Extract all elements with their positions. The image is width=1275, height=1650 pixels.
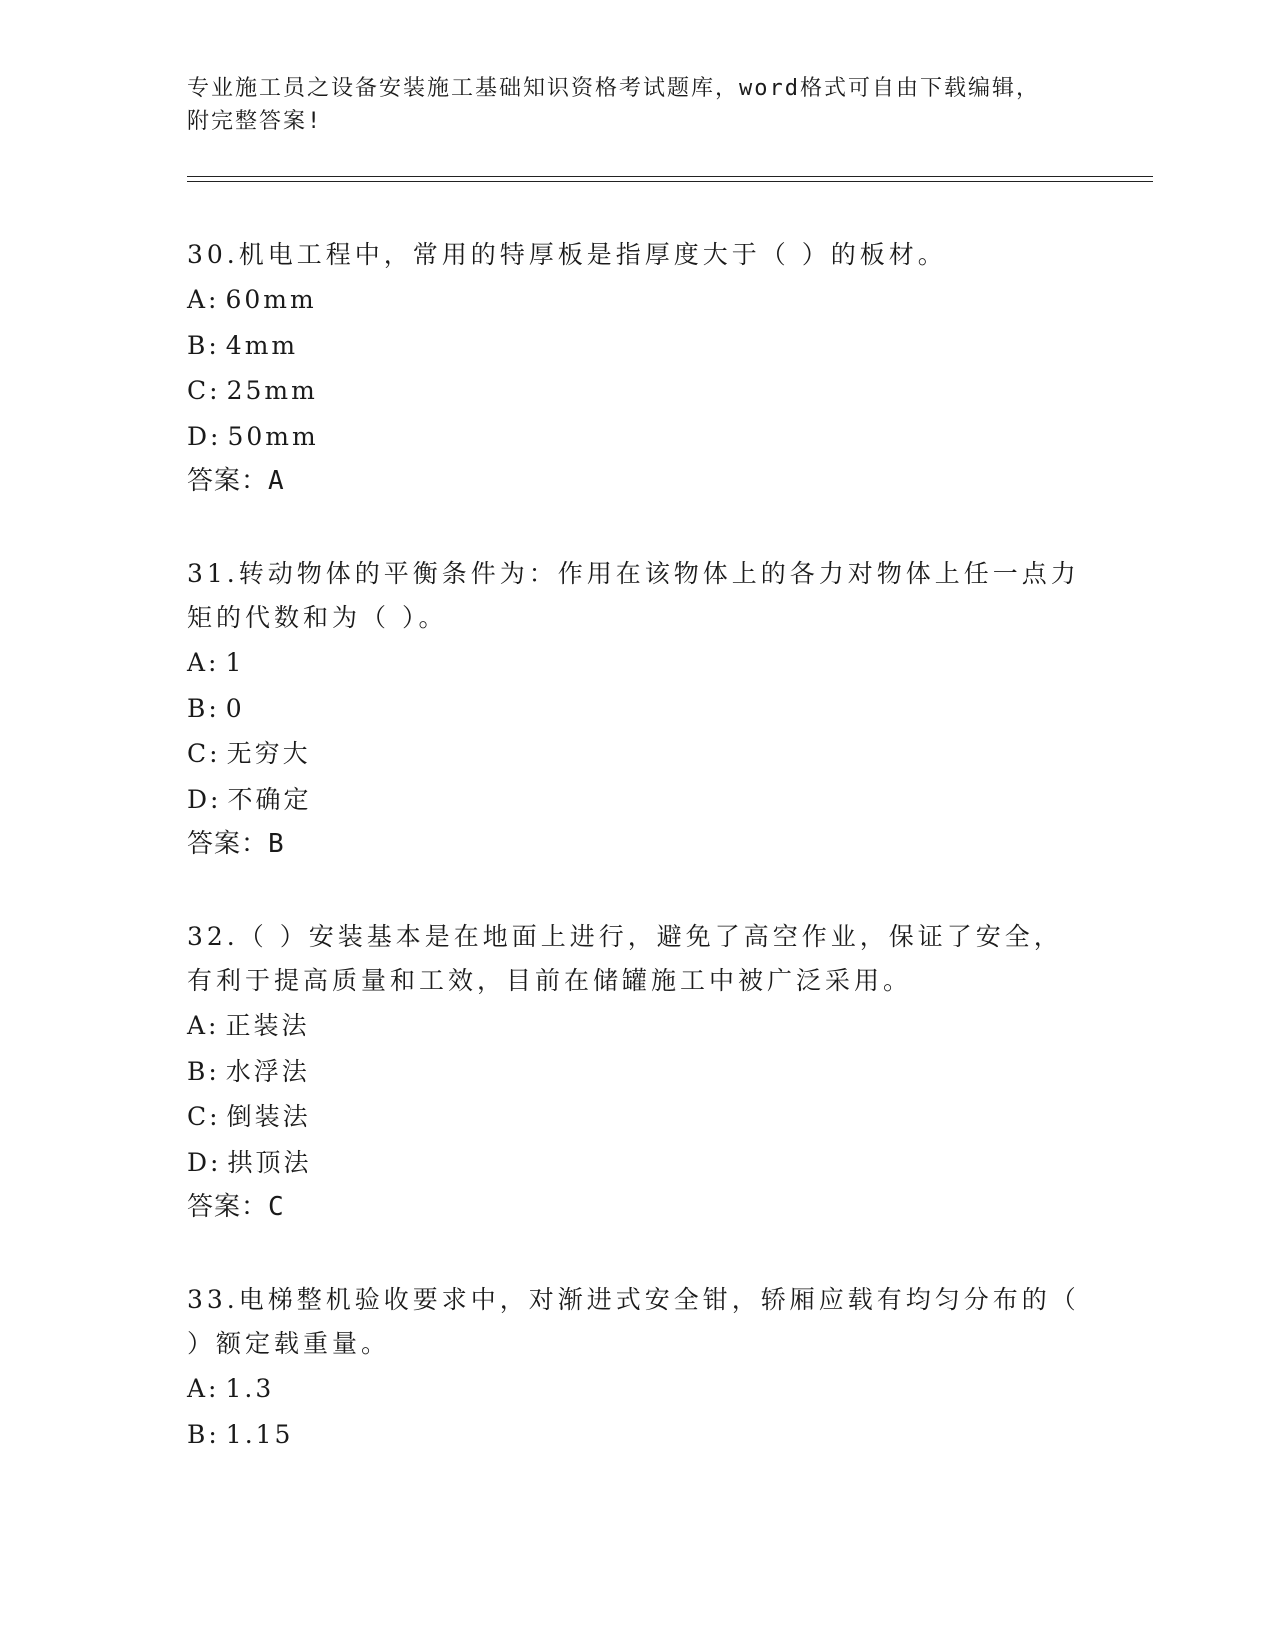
question-text: 32.（ ）安装基本是在地面上进行，避免了高空作业，保证了安全， (187, 922, 1063, 951)
option-a (187, 277, 1087, 323)
question-text: 30.机电工程中，常用的特厚板是指厚度大于（ ）的板材。 (187, 240, 947, 269)
option-text: 正装法 (225, 1011, 310, 1040)
option-c (187, 368, 1087, 414)
option-text: 1.15 (225, 1419, 294, 1449)
option-label: D: (187, 1147, 222, 1177)
option-label: C: (187, 739, 221, 768)
option-a (187, 1366, 1087, 1412)
option-label: C: (187, 376, 221, 405)
question-31 (187, 552, 1087, 866)
answer-line: 答案：A (187, 466, 285, 496)
answer-line: 答案：C (187, 1192, 285, 1222)
option-b (187, 686, 1087, 732)
option-label: A: (187, 1011, 220, 1040)
option-text: 拱顶法 (227, 1147, 312, 1177)
option-text: 不确定 (227, 784, 312, 814)
option-d (187, 414, 1087, 460)
option-text: 水浮法 (225, 1056, 310, 1086)
option-d (187, 1140, 1087, 1186)
option-a (187, 1003, 1087, 1049)
option-label: B: (187, 330, 220, 360)
option-c (187, 1094, 1087, 1140)
option-label: B: (187, 1056, 220, 1086)
option-text: 4mm (225, 330, 299, 360)
option-label: C: (187, 1102, 221, 1131)
option-text: 无穷大 (226, 739, 311, 768)
header-line-2: 附完整答案! (187, 109, 323, 134)
option-label: D: (187, 421, 222, 451)
option-text: 1.3 (225, 1374, 275, 1403)
option-text: 60mm (225, 285, 317, 314)
header-divider-bottom (187, 181, 1153, 182)
option-label: A: (187, 285, 220, 314)
question-text: 33.电梯整机验收要求中，对渐进式安全钳，轿厢应载有均匀分布的（ (187, 1285, 1080, 1314)
option-b (187, 323, 1087, 369)
question-text: 31.转动物体的平衡条件为：作用在该物体上的各力对物体上任一点力 (187, 559, 1080, 588)
question-32 (187, 915, 1087, 1229)
option-b (187, 1049, 1087, 1095)
option-text: 25mm (226, 376, 318, 405)
question-text: 矩的代数和为（ ）。 (187, 603, 448, 632)
question-text: 有利于提高质量和工效，目前在储罐施工中被广泛采用。 (187, 966, 913, 995)
option-label: A: (187, 1374, 220, 1403)
option-text: 50mm (227, 421, 319, 451)
option-label: B: (187, 693, 220, 723)
option-c (187, 731, 1087, 777)
question-list (187, 233, 1087, 1506)
option-label: D: (187, 784, 222, 814)
question-33 (187, 1278, 1087, 1457)
answer-line: 答案：B (187, 829, 285, 859)
question-text: ）额定载重量。 (187, 1329, 391, 1358)
option-label: B: (187, 1419, 220, 1449)
option-a (187, 640, 1087, 686)
document-header (187, 72, 1087, 138)
option-label: A: (187, 648, 220, 677)
header-line-1: 专业施工员之设备安装施工基础知识资格考试题库，word格式可自由下载编辑， (187, 76, 1040, 101)
option-b (187, 1412, 1087, 1458)
option-text: 倒装法 (226, 1102, 311, 1131)
header-divider-top (187, 176, 1153, 177)
option-text: 1 (225, 648, 245, 677)
option-d (187, 777, 1087, 823)
question-30 (187, 233, 1087, 503)
option-text: 0 (225, 693, 245, 723)
